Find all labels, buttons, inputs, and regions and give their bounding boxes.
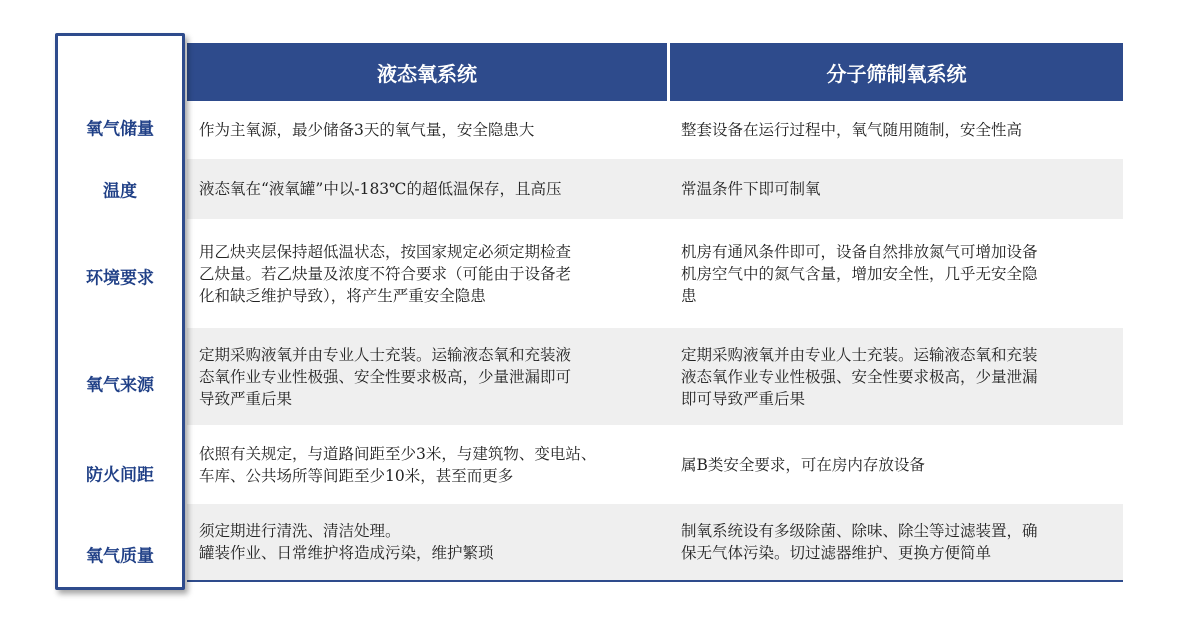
cell-liquid-oxygen: [187, 425, 670, 504]
cell-molecular-sieve: [670, 219, 1123, 328]
cell-text-line: 导致严重后果: [199, 389, 293, 408]
cell-text-line: 乙炔量。若乙炔量及浓度不符合要求（可能由于设备老: [199, 264, 572, 283]
cell-molecular-sieve: [670, 504, 1123, 580]
cell-liquid-oxygen: [187, 504, 670, 580]
cell-text-line: 用乙炔夹层保持超低温状态，按国家规定必须定期检查: [199, 242, 572, 261]
cell-molecular-sieve: [670, 101, 1123, 159]
row-label-oxygen-storage: 氧气储量: [86, 119, 154, 140]
cell-liquid-oxygen: [187, 101, 670, 159]
table-row: [187, 101, 1123, 159]
row-label-environment: 环境要求: [86, 268, 154, 289]
header-molecular-sieve-label: 分子筛制氧系统: [826, 61, 967, 86]
table-row: [187, 159, 1123, 219]
header-liquid-oxygen-label: 液态氧系统: [377, 61, 477, 86]
cell-text-line: 态氧作业专业性极强、安全性要求极高，少量泄漏即可: [199, 367, 572, 386]
cell-text-line: 罐装作业、日常维护将造成污染，维护繁琐: [199, 544, 494, 562]
row-label-oxygen-quality: 氧气质量: [86, 546, 154, 567]
cell-text-line: 化和缺乏维护导致），将产生严重安全隐患: [199, 286, 486, 305]
table-row: [187, 425, 1123, 504]
table-row: [187, 504, 1123, 580]
cell-text-line: 定期采购液氧并由专业人士充装。运输液态氧和充装: [681, 345, 1038, 364]
cell-text-line: 保无气体污染。切过滤器维护、更换方便简单: [681, 544, 992, 562]
cell-liquid-oxygen: [187, 219, 670, 328]
cell-text-line: 定期采购液氧并由专业人士充装。运输液态氧和充装液: [199, 345, 572, 364]
cell-molecular-sieve: [670, 425, 1123, 504]
header-liquid-oxygen: [187, 43, 667, 101]
cell-text-line: 液态氧作业专业性极强、安全性要求极高，少量泄漏: [681, 367, 1038, 386]
cell-molecular-sieve: [670, 159, 1123, 219]
cell-text-line: 机房空气中的氮气含量，增加安全性，几乎无安全隐: [681, 264, 1038, 283]
cell-molecular-sieve: [670, 328, 1123, 425]
cell-liquid-oxygen: [187, 328, 670, 425]
header-molecular-sieve: [670, 43, 1123, 101]
table-bottom-divider: [187, 580, 1123, 582]
table-row: [187, 219, 1123, 328]
cell-text-line: 须定期进行清洗、清洁处理。: [199, 522, 401, 540]
row-label-panel: [55, 33, 185, 590]
cell-text-line: 患: [681, 286, 697, 305]
cell-text-line: 常温条件下即可制氧: [681, 180, 821, 198]
cell-text-line: 车库、公共场所等间距至少10米，甚至而更多: [199, 466, 514, 485]
cell-text-line: 属B类安全要求，可在房内存放设备: [681, 455, 925, 474]
row-label-fire-distance: 防火间距: [86, 465, 154, 486]
cell-text-line: 作为主氧源，最少储备3天的氧气量，安全隐患大: [199, 121, 535, 139]
cell-text-line: 机房有通风条件即可，设备自然排放氮气可增加设备: [681, 242, 1038, 261]
table-row: [187, 328, 1123, 425]
cell-liquid-oxygen: [187, 159, 670, 219]
cell-text-line: 制氧系统设有多级除菌、除味、除尘等过滤装置，确: [681, 522, 1038, 540]
cell-text-line: 液态氧在“液氧罐”中以-183℃的超低温保存，且高压: [199, 180, 562, 198]
cell-text-line: 即可导致严重后果: [681, 389, 806, 408]
row-label-temperature: 温度: [103, 181, 137, 202]
cell-text-line: 整套设备在运行过程中，氧气随用随制，安全性高: [681, 121, 1023, 139]
row-label-oxygen-source: 氧气来源: [86, 375, 154, 396]
cell-text-line: 依照有关规定，与道路间距至少3米，与建筑物、变电站、: [199, 444, 597, 463]
